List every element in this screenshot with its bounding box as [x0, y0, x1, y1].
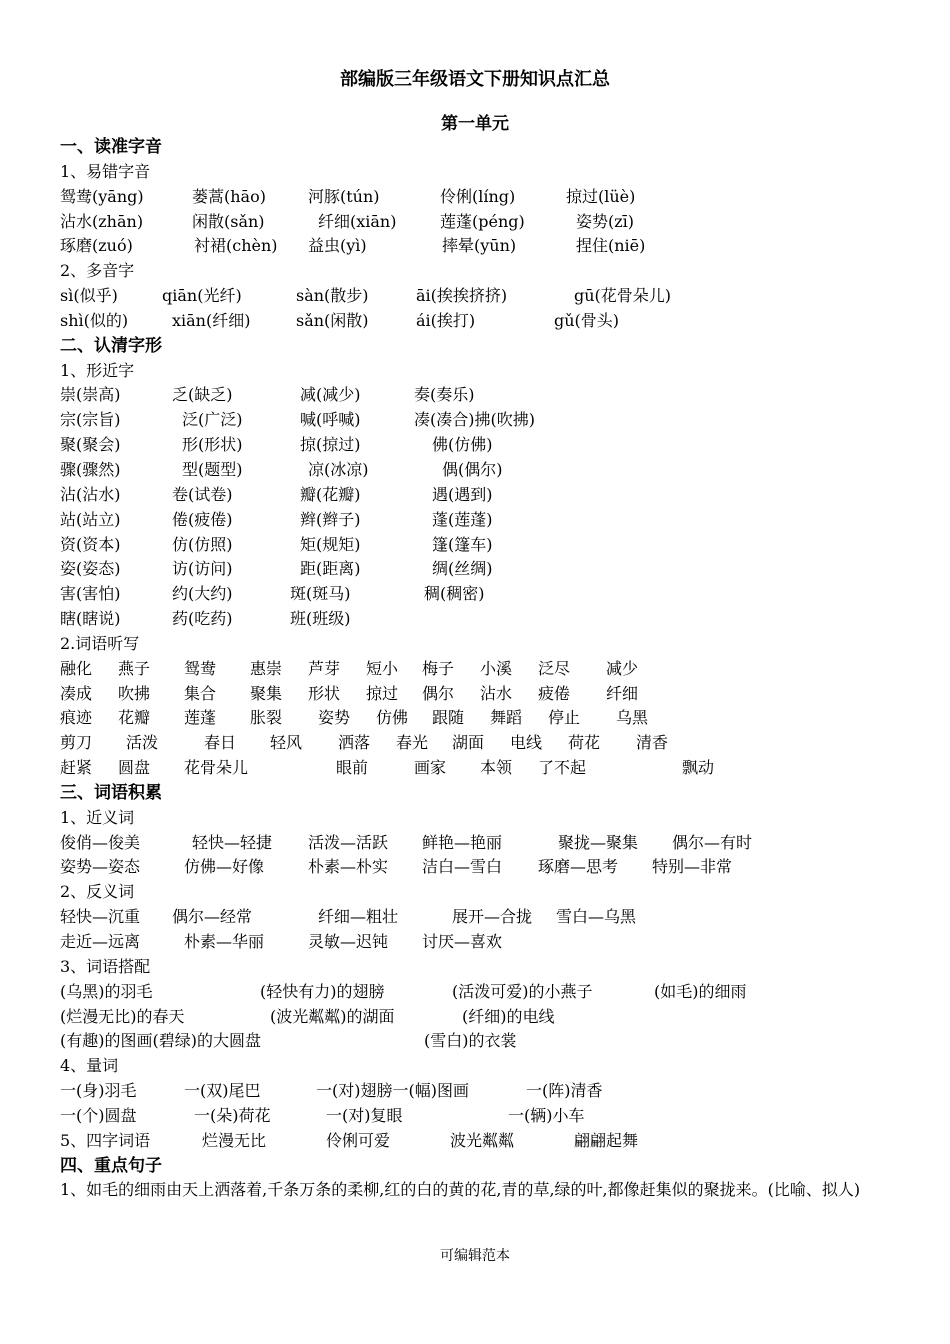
dictation-word: 本领	[480, 758, 513, 778]
antonym-pair: 轻快—沉重	[60, 907, 141, 927]
pinyin-item: 莲蓬(péng)	[440, 211, 525, 231]
antonym-row	[60, 905, 900, 930]
polyphone-item: gǔ(骨头)	[554, 310, 620, 330]
similar-char-item: 佛(仿佛)	[432, 435, 493, 455]
similar-char-row	[60, 458, 900, 483]
subsection-label: 3、词语搭配	[60, 956, 151, 976]
dictation-word: 胀裂	[250, 708, 283, 728]
dictation-word: 飘动	[682, 758, 715, 778]
antonym-pair: 偶尔—经常	[172, 907, 253, 927]
collocation-item: (活泼可爱)的小燕子	[452, 981, 593, 1001]
pinyin-item: 河豚(tún)	[308, 186, 380, 206]
similar-char-item: 班(班级)	[290, 609, 351, 629]
synonym-pair: 仿佛—好像	[184, 857, 265, 877]
dictation-word: 轻风	[270, 733, 303, 753]
similar-char-item: 瓣(花瓣)	[300, 484, 361, 504]
pinyin-item: 伶俐(líng)	[440, 186, 516, 206]
similar-char-item: 遇(遇到)	[432, 484, 493, 504]
dictation-row	[60, 706, 900, 731]
unit-heading: 第一单元	[441, 114, 509, 134]
similar-char-item: 宗(宗旨)	[60, 410, 121, 430]
dictation-word: 花瓣	[118, 708, 151, 728]
page-footer: 可编辑范本	[440, 1248, 510, 1264]
collocation-row	[60, 1005, 900, 1030]
dictation-word: 清香	[636, 733, 669, 753]
measure-word-item: 一(身)羽毛	[60, 1081, 137, 1101]
similar-char-item: 形(形状)	[182, 435, 243, 455]
dictation-word: 莲蓬	[184, 708, 217, 728]
polyphone-item: shì(似的)	[60, 310, 129, 330]
dictation-word: 痕迹	[60, 708, 93, 728]
dictation-word: 梅子	[422, 658, 455, 678]
key-sentence: 1、如毛的细雨由天上洒落着,千条万条的柔柳,红的白的黄的花,青的草,绿的叶,都像赶集似的聚拢来。(比喻、拟人)	[60, 1180, 861, 1200]
antonym-pair: 走近—远离	[60, 932, 141, 951]
polyphone-item: ái(挨打)	[416, 310, 476, 330]
measure-word-row	[60, 1079, 900, 1104]
measure-word-item: 一(阵)清香	[526, 1081, 603, 1101]
collocation-item: (如毛)的细雨	[654, 981, 747, 1001]
dictation-word: 惠崇	[250, 658, 283, 678]
four-char-word: 波光粼粼	[450, 1130, 515, 1150]
dictation-word: 吹拂	[118, 683, 151, 703]
similar-char-item: 绸(丝绸)	[432, 559, 493, 579]
similar-char-row	[60, 483, 900, 508]
similar-char-row	[60, 383, 900, 408]
polyphone-row	[60, 309, 900, 334]
similar-char-row	[60, 533, 900, 558]
section-heading: 四、重点句子	[60, 1155, 162, 1176]
dictation-word: 电线	[510, 733, 543, 753]
dictation-row	[60, 731, 900, 756]
measure-word-row	[60, 1104, 900, 1129]
synonym-row	[60, 831, 900, 856]
pinyin-item: 纤细(xiān)	[318, 211, 397, 231]
similar-char-item: 斑(斑马)	[290, 584, 351, 604]
similar-char-item: 约(大约)	[172, 584, 233, 604]
synonym-pair: 俊俏—俊美	[60, 832, 141, 852]
similar-char-item: 害(害怕)	[60, 584, 121, 604]
four-char-word: 烂漫无比	[202, 1130, 267, 1150]
similar-char-item: 凑(凑合)拂(吹拂)	[414, 410, 535, 430]
pinyin-row	[60, 210, 900, 235]
dictation-word: 洒落	[338, 733, 371, 753]
section-heading: 二、认清字形	[60, 335, 162, 356]
dictation-word: 疲倦	[538, 683, 571, 703]
pinyin-item: 蒌蒿(hāo)	[192, 186, 266, 206]
similar-char-row	[60, 557, 900, 582]
antonym-pair: 讨厌—喜欢	[422, 932, 503, 951]
collocation-item: (波光粼粼)的湖面	[270, 1006, 395, 1026]
dictation-word: 画家	[414, 758, 447, 778]
polyphone-item: āi(挨挨挤挤)	[416, 286, 508, 306]
dictation-word: 圆盘	[118, 758, 151, 778]
collocation-item: (轻快有力)的翅膀	[260, 981, 385, 1001]
dictation-word: 形状	[308, 683, 341, 703]
antonym-pair: 雪白—乌黑	[556, 907, 637, 927]
synonym-pair: 特别—非常	[652, 857, 733, 877]
similar-char-item: 型(题型)	[182, 459, 243, 479]
measure-word-item: 一(朵)荷花	[194, 1105, 271, 1125]
similar-char-item: 稠(稠密)	[424, 584, 485, 604]
similar-char-item: 距(距离)	[300, 559, 361, 579]
similar-char-item: 喊(呼喊)	[300, 410, 361, 430]
dictation-word: 聚集	[250, 683, 283, 703]
pinyin-item: 捏住(niē)	[576, 236, 646, 256]
similar-char-row	[60, 607, 900, 632]
dictation-word: 舞蹈	[490, 708, 523, 728]
similar-char-item: 蓬(莲蓬)	[432, 509, 493, 529]
collocation-row	[60, 1029, 900, 1054]
dictation-word: 纤细	[606, 683, 639, 703]
subsection-label: 1、易错字音	[60, 161, 151, 181]
synonym-pair: 洁白—雪白	[422, 857, 503, 877]
similar-char-item: 奏(奏乐)	[414, 385, 475, 405]
similar-char-item: 凉(冰凉)	[308, 459, 369, 479]
antonym-pair: 展开—合拢	[452, 907, 533, 927]
dictation-word: 眼前	[336, 758, 369, 778]
measure-word-item: 一(双)尾巴	[184, 1081, 261, 1101]
pinyin-item: 掠过(lüè)	[566, 186, 636, 206]
synonym-pair: 偶尔—有时	[672, 832, 753, 852]
measure-word-item: 一(个)圆盘	[60, 1105, 137, 1125]
similar-char-item: 站(站立)	[60, 509, 121, 529]
polyphone-item: gū(花骨朵儿)	[574, 286, 672, 306]
section-heading: 一、读准字音	[60, 137, 162, 157]
subsection-label: 1、近义词	[60, 807, 135, 827]
similar-char-item: 药(吃药)	[172, 609, 233, 629]
dictation-word: 集合	[184, 683, 217, 703]
subsection-label: 1、形近字	[60, 360, 135, 380]
antonym-row	[60, 930, 900, 955]
similar-char-item: 资(资本)	[60, 534, 121, 554]
dictation-word: 掠过	[366, 683, 399, 703]
dictation-word: 沾水	[480, 683, 513, 703]
dictation-word: 小溪	[480, 658, 513, 678]
document-title: 部编版三年级语文下册知识点汇总	[340, 69, 610, 90]
dictation-word: 鸳鸯	[184, 658, 217, 678]
pinyin-item: 鸳鸯(yāng)	[60, 186, 144, 206]
dictation-word: 停止	[548, 708, 581, 728]
dictation-word: 燕子	[118, 658, 151, 678]
synonym-row	[60, 855, 900, 880]
four-char-word: 伶俐可爱	[326, 1130, 391, 1150]
similar-char-item: 乏(缺乏)	[172, 385, 233, 405]
similar-char-item: 泛(广泛)	[182, 410, 243, 430]
synonym-pair: 鲜艳—艳丽	[422, 832, 503, 852]
antonym-pair: 纤细—粗壮	[318, 907, 399, 927]
collocation-item: (有趣)的图画(碧绿)的大圆盘	[60, 1031, 261, 1051]
synonym-pair: 聚拢—聚集	[558, 832, 639, 852]
synonym-pair: 姿势—姿态	[60, 857, 141, 877]
four-char-words-row	[60, 1129, 900, 1154]
dictation-row	[60, 682, 900, 707]
similar-char-row	[60, 582, 900, 607]
dictation-word: 了不起	[538, 758, 587, 778]
pinyin-item: 沾水(zhān)	[60, 211, 144, 231]
collocation-row	[60, 980, 900, 1005]
measure-word-item: 一(对)复眼	[326, 1105, 403, 1125]
dictation-row	[60, 756, 900, 781]
dictation-word: 春日	[204, 733, 237, 753]
similar-char-row	[60, 508, 900, 533]
antonym-pair: 朴素—华丽	[184, 932, 265, 951]
polyphone-item: sàn(散步)	[296, 286, 369, 306]
similar-char-item: 偶(偶尔)	[442, 459, 503, 479]
dictation-word: 春光	[396, 733, 429, 753]
pinyin-item: 琢磨(zuó)	[60, 236, 133, 256]
similar-char-item: 崇(崇高)	[60, 385, 121, 405]
dictation-word: 湖面	[452, 733, 485, 753]
similar-char-row	[60, 408, 900, 433]
similar-char-item: 卷(试卷)	[172, 484, 233, 504]
subsection-label: 5、四字词语	[60, 1130, 151, 1150]
polyphone-item: sì(似乎)	[60, 286, 118, 306]
dictation-word: 芦芽	[308, 658, 341, 678]
similar-char-item: 骤(骤然)	[60, 459, 121, 479]
subsection-label: 2、反义词	[60, 882, 135, 902]
polyphone-item: qiān(光纤)	[162, 286, 242, 306]
measure-word-item: 一(辆)小车	[508, 1105, 585, 1125]
dictation-word: 花骨朵儿	[184, 758, 249, 778]
similar-char-item: 仿(仿照)	[172, 534, 233, 554]
similar-char-item: 聚(聚会)	[60, 435, 121, 455]
dictation-word: 偶尔	[422, 683, 455, 703]
four-char-word: 翩翩起舞	[574, 1130, 639, 1150]
similar-char-item: 瞎(瞎说)	[60, 609, 121, 629]
dictation-word: 泛尽	[538, 658, 571, 678]
synonym-pair: 活泼—活跃	[308, 832, 389, 852]
dictation-word: 凑成	[60, 683, 93, 703]
synonym-pair: 琢磨—思考	[538, 857, 619, 877]
measure-word-item: 一(对)翅膀一(幅)图画	[316, 1081, 469, 1101]
subsection-label: 2、多音字	[60, 261, 135, 281]
similar-char-item: 篷(篷车)	[432, 534, 493, 554]
similar-char-item: 访(访问)	[172, 559, 233, 579]
dictation-word: 荷花	[568, 733, 601, 753]
pinyin-item: 益虫(yì)	[308, 236, 367, 256]
polyphone-row	[60, 284, 900, 309]
subsection-label: 2.词语听写	[60, 633, 140, 653]
similar-char-item: 掠(掠过)	[300, 435, 361, 455]
dictation-word: 乌黑	[616, 708, 649, 728]
dictation-word: 减少	[606, 658, 639, 678]
synonym-pair: 轻快—轻捷	[192, 832, 273, 852]
similar-char-item: 辫(辫子)	[300, 509, 361, 529]
similar-char-row	[60, 433, 900, 458]
collocation-item: (纤细)的电线	[462, 1006, 555, 1026]
dictation-word: 剪刀	[60, 733, 93, 753]
dictation-word: 融化	[60, 658, 93, 678]
collocation-item: (雪白)的衣裳	[424, 1031, 517, 1051]
pinyin-row	[60, 234, 900, 259]
dictation-word: 活泼	[126, 733, 159, 753]
dictation-word: 短小	[366, 658, 399, 678]
pinyin-item: 衬裙(chèn)	[194, 236, 278, 256]
pinyin-item: 姿势(zī)	[576, 211, 635, 231]
similar-char-item: 减(减少)	[300, 385, 361, 405]
document-body	[60, 135, 900, 1203]
dictation-word: 仿佛	[376, 708, 409, 728]
dictation-row	[60, 657, 900, 682]
pinyin-item: 摔晕(yūn)	[442, 236, 517, 256]
pinyin-row	[60, 185, 900, 210]
similar-char-item: 沾(沾水)	[60, 484, 121, 504]
collocation-item: (乌黑)的羽毛	[60, 981, 153, 1001]
dictation-word: 跟随	[432, 708, 465, 728]
synonym-pair: 朴素—朴实	[308, 857, 389, 877]
similar-char-item: 姿(姿态)	[60, 559, 121, 579]
similar-char-item: 矩(规矩)	[300, 534, 361, 554]
dictation-word: 姿势	[318, 708, 351, 728]
similar-char-item: 倦(疲倦)	[172, 509, 233, 529]
pinyin-item: 闲散(sǎn)	[192, 211, 265, 231]
polyphone-item: sǎn(闲散)	[296, 310, 369, 330]
dictation-word: 赶紧	[60, 758, 93, 778]
antonym-pair: 灵敏—迟钝	[308, 932, 389, 951]
collocation-item: (烂漫无比)的春天	[60, 1006, 185, 1026]
subsection-label: 4、量词	[60, 1056, 119, 1076]
polyphone-item: xiān(纤细)	[172, 310, 251, 330]
section-heading: 三、词语积累	[60, 782, 162, 803]
